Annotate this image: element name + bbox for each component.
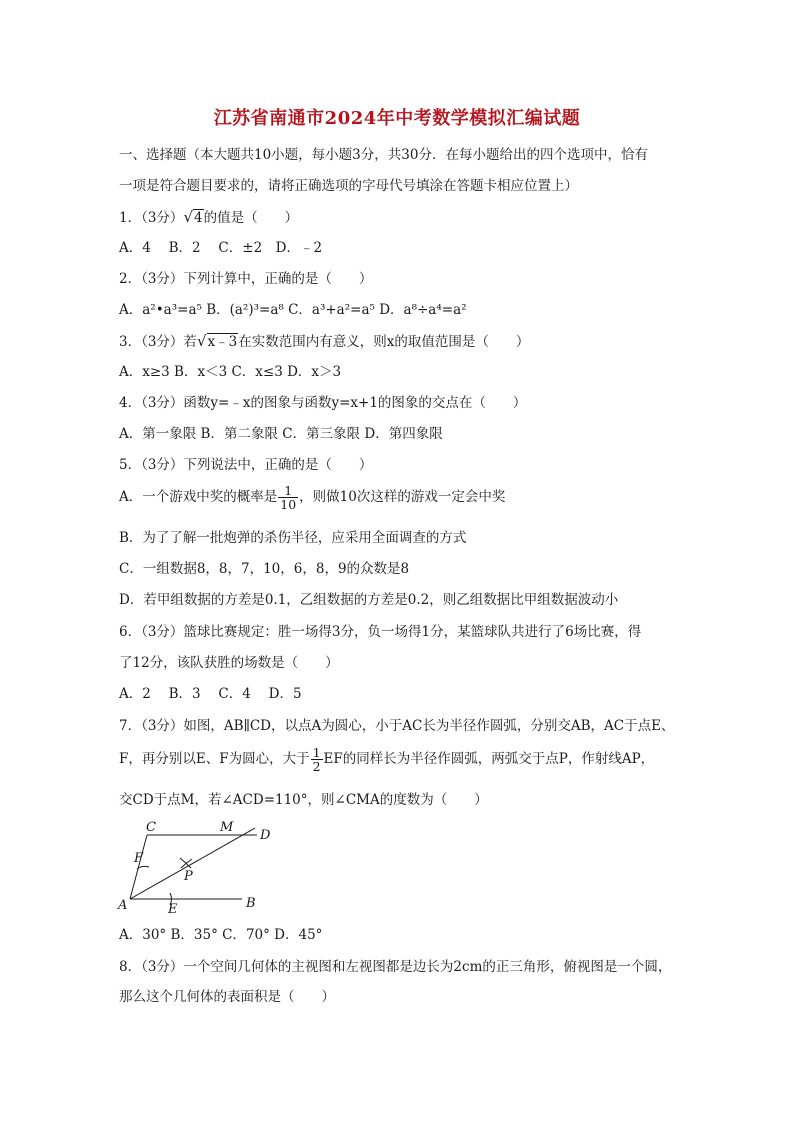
radicand: 4: [194, 210, 203, 226]
question-7-line-3: 交CD于点M，若∠ACD=110°，则∠CMA的度数为（ ）: [119, 792, 488, 808]
question-4-stem: 4．（3分）函数y=﹣x的图象与函数y=x+1的图象的交点在（ ）: [119, 395, 527, 411]
ray-ap: [130, 828, 255, 899]
option-a-suffix: ，则做10次这样的游戏一定会中奖: [299, 489, 506, 505]
arc-p-1: [180, 858, 191, 868]
question-1-suffix: 的值是（ ）: [203, 210, 299, 226]
question-8-line-2: 那么这个几何体的表面积是（ ）: [119, 989, 335, 1005]
sqrt-expression: √x﹣3: [196, 332, 238, 350]
segment-ac: [130, 835, 147, 899]
line-2-suffix: EF的同样长为半径作圆弧，两弧交于点P，作射线AP，: [323, 751, 655, 767]
radicand: x﹣3: [207, 334, 238, 350]
label-d: D: [260, 828, 271, 843]
label-c: C: [146, 820, 156, 835]
question-1-stem: [119, 207, 298, 228]
question-6-line-2: 了12分，该队获胜的场数是（ ）: [119, 655, 339, 671]
question-5-option-a: [119, 484, 505, 511]
question-5-option-b: B．为了了解一批炮弹的杀伤半径，应采用全面调查的方式: [119, 530, 467, 546]
label-e: E: [168, 902, 178, 915]
fraction: [278, 484, 298, 511]
sqrt-expression: √4: [183, 208, 203, 226]
question-7-line-2: [119, 746, 654, 773]
question-5-stem: 5．（3分）下列说法中，正确的是（ ）: [119, 457, 373, 473]
label-a: A: [118, 898, 128, 913]
line-2-prefix: F，再分别以E、F为圆心，大于: [119, 751, 310, 767]
label-p: P: [184, 869, 193, 884]
question-5-option-d: D．若甲组数据的方差是0.1，乙组数据的方差是0.2，则乙组数据比甲组数据波动小: [119, 592, 619, 608]
question-1-options: A．4 B．2 C．±2 D．﹣2: [119, 240, 323, 256]
question-5-option-c: C．一组数据8，8，7，10，6，8，9的众数是8: [119, 561, 410, 577]
question-3-options: A．x≥3 B．x＜3 C．x≤3 D．x＞3: [119, 364, 342, 380]
question-3-suffix: 在实数范围内有意义，则x的取值范围是（ ）: [238, 334, 530, 350]
fraction: [311, 746, 323, 773]
question-8-line-1: 8．（3分）一个空间几何体的主视图和左视图都是边长为2cm的正三角形，俯视图是一个圆，: [119, 959, 672, 975]
section-instructions-line-1: 一、选择题（本大题共10小题，每小题3分，共30分．在每小题给出的四个选项中，恰有: [119, 147, 648, 163]
question-6-line-1: 6．（3分）篮球比赛规定：胜一场得3分，负一场得1分，某篮球队共进行了6场比赛，得: [119, 624, 642, 640]
label-b: B: [246, 896, 256, 911]
section-instructions-line-2: 一项是符合题目要求的，请将正确选项的字母代号填涂在答题卡相应位置上）: [119, 178, 578, 194]
fraction-denominator: 2: [312, 759, 321, 774]
option-a-prefix: A．一个游戏中奖的概率是: [119, 489, 278, 505]
fraction-denominator: 10: [280, 497, 297, 512]
geometry-figure: [112, 815, 282, 915]
label-f: F: [134, 851, 144, 866]
question-3-prefix: 3．（3分）若: [119, 334, 197, 350]
fraction-numerator: 1: [312, 745, 321, 760]
question-4-options: A．第一象限 B．第二象限 C．第三象限 D．第四象限: [119, 426, 443, 442]
question-1-prefix: 1．（3分）: [119, 210, 184, 226]
question-7-options: A．30° B．35° C．70° D．45°: [119, 927, 323, 943]
question-7-line-1: 7．（3分）如图，AB∥CD，以点A为圆心，小于AC长为半径作圆弧，分别交AB，AC于点E、: [119, 718, 675, 734]
fraction-numerator: 1: [278, 484, 298, 498]
page-title: 江苏省南通市2024年中考数学模拟汇编试题: [213, 108, 581, 129]
question-3-stem: [119, 331, 529, 352]
question-6-options: A．2 B．3 C．4 D．5: [119, 686, 302, 702]
question-2-options: A．a²•a³=a⁵ B．(a²)³=a⁸ C．a³+a²=a⁵ D．a⁸÷a⁴=a²: [119, 302, 467, 318]
question-2-stem: 2．（3分）下列计算中，正确的是（ ）: [119, 271, 373, 287]
label-m: M: [220, 820, 234, 835]
